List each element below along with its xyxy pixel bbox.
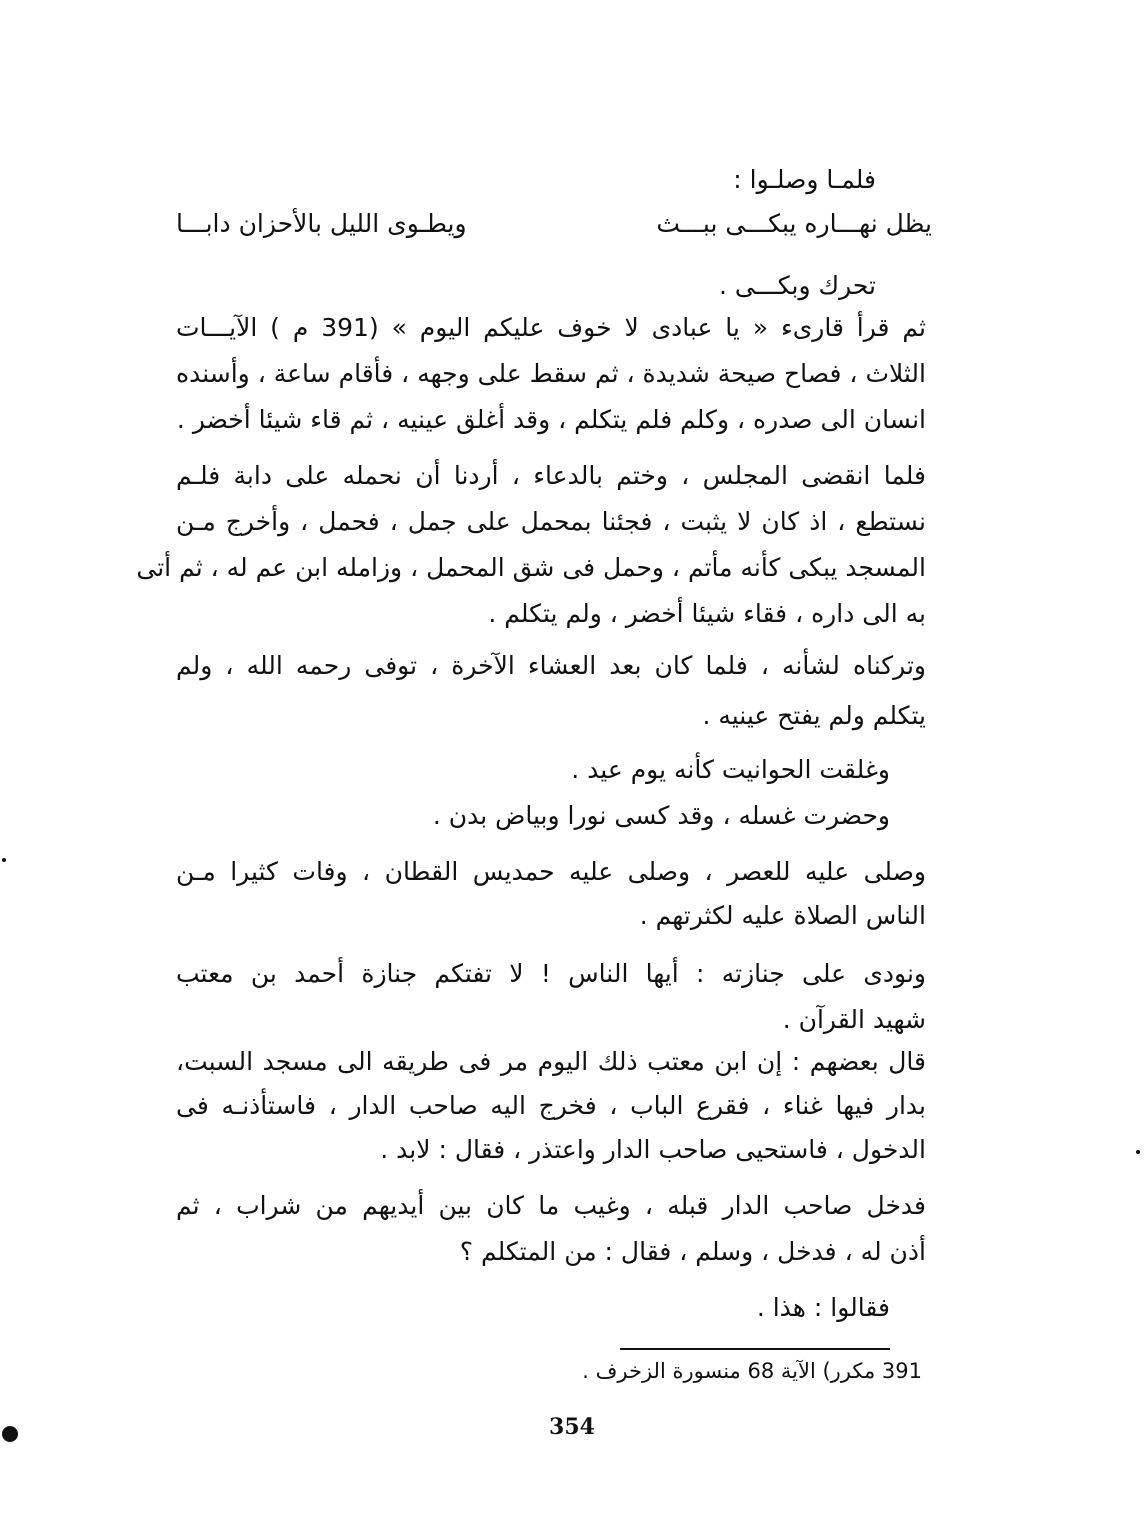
text-line: وتركناه لشأنه ، فلما كان بعد العشاء الآخرة ، توفى رحمه الله ، ولم: [176, 651, 926, 680]
text-line: فدخل صاحب الدار قبله ، وغيب ما كان بين أيديهم من شراب ، ثم: [176, 1191, 926, 1220]
footnote: 391 مكرر) الآية 68 منسورة الزخرف .: [582, 1359, 922, 1383]
scan-speck: [1136, 1150, 1140, 1154]
verse-intro: فلمـا وصلـوا :: [733, 165, 876, 194]
text-line: تحرك وبكـــى .: [719, 271, 876, 300]
text-line: نستطع ، اذ كان لا يثبت ، فجئنا بمحمل على جمل ، فحمل ، وأخرج مـن: [176, 507, 926, 536]
text-line: فقالوا : هذا .: [756, 1293, 890, 1322]
text-line: وحضرت غسله ، وقد كسى نورا وبياض بدن .: [432, 801, 890, 830]
text-line: وغلقت الحوانيت كأنه يوم عيد .: [571, 755, 890, 784]
text-line: به الى داره ، فقاء شيئا أخضر ، ولم يتكلم .: [488, 599, 926, 628]
text-line: الناس الصلاة عليه لكثرتهم .: [639, 901, 926, 930]
text-line: يتكلم ولم يفتح عينيه .: [702, 701, 926, 730]
text-line: الدخول ، فاستحيى صاحب الدار واعتذر ، فقال : لابد .: [380, 1135, 926, 1164]
text-line: انسان الى صدره ، وكلم فلم يتكلم ، وقد أغلق عينيه ، ثم قاء شيئا أخضر .: [176, 405, 926, 434]
text-line: المسجد يبكى كأنه مأتم ، وحمل فى شق المحمل ، وزامله ابن عم له ، ثم أتى: [136, 553, 926, 582]
scan-speck: [2, 1426, 18, 1442]
verse-line: [176, 206, 932, 242]
footnote-separator: [620, 1348, 890, 1350]
verse-second-hemistich: ويطـوى الليل بالأحزان دابـــا: [176, 209, 467, 238]
text-line: وصلى عليه للعصر ، وصلى عليه حمديس القطان ، وفات كثيرا مـن: [176, 857, 926, 886]
text-line: الثلاث ، فصاح صيحة شديدة ، ثم سقط على وجهه ، فأقام ساعة ، وأسنده: [176, 359, 926, 388]
text-line: ونودى على جنازته : أيها الناس ! لا تفتكم جنازة أحمد بن معتب: [176, 959, 926, 988]
text-line: شهيد القرآن .: [782, 1005, 926, 1034]
text-line: بدار فيها غناء ، فقرع الباب ، فخرج اليه صاحب الدار ، فاستأذنـه فى: [176, 1091, 926, 1120]
scan-speck: [2, 858, 6, 862]
text-line: أذن له ، فدخل ، وسلم ، فقال : من المتكلم ؟: [459, 1237, 926, 1266]
text-line: ثم قرأ قارىء « يا عبادى لا خوف عليكم اليوم » (391 م ) الآيـــات: [176, 313, 926, 342]
verse-first-hemistich: يظل نهـــاره يبكـــى ببـــث: [656, 209, 932, 238]
page-number: 354: [549, 1414, 595, 1440]
text-line: قال بعضهم : إن ابن معتب ذلك اليوم مر فى طريقه الى مسجد السبت،: [176, 1047, 926, 1076]
text-line: فلما انقضى المجلس ، وختم بالدعاء ، أردنا أن نحمله على دابة فلـم: [176, 461, 926, 490]
